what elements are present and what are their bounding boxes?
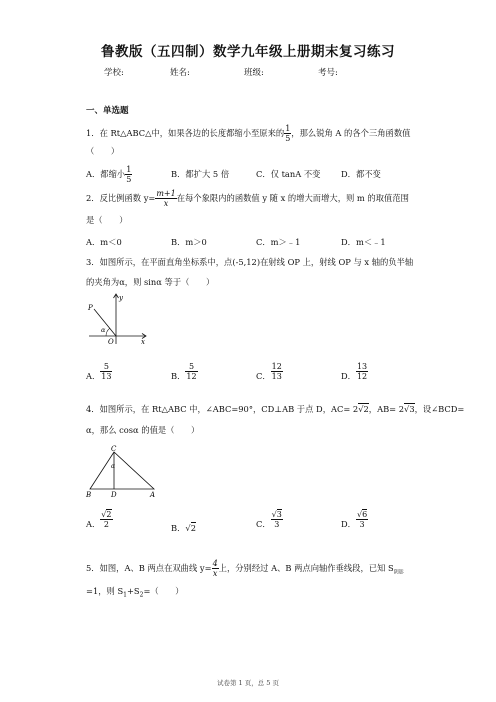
q5-fraction: $\frac{4}{x}$ xyxy=(212,559,218,578)
q2-stem-cont: 是（ ） xyxy=(86,215,128,225)
school-label: 学校: xyxy=(104,68,124,78)
label-y: y xyxy=(119,294,123,302)
q4-figure xyxy=(84,443,164,499)
q1-option-d: D．都不变 xyxy=(341,169,381,179)
label-alpha: α xyxy=(101,326,106,334)
label-p: P xyxy=(88,304,93,312)
class-label: 班级: xyxy=(244,68,264,78)
q5-stem-cont: =1，则 $S_1+S_2=$（ ） xyxy=(86,586,184,599)
q4-option-a: A． $\frac{√2}{2}$ xyxy=(86,510,112,529)
q2-option-a: A．m＜0 xyxy=(86,237,122,247)
q4-stem-cont: α，那么 cosα 的值是（ ） xyxy=(86,425,200,435)
q2-option-c: C．m＞﹣1 xyxy=(256,237,301,247)
triangle-abc xyxy=(90,452,154,489)
q4-option-d: D． $\frac{√6}{3}$ xyxy=(341,510,368,529)
q2-fraction: $\frac{m+1}{x}$ xyxy=(156,189,176,208)
q1-option-b: B．都扩大 5 倍 xyxy=(171,169,230,179)
q1-fraction: $\frac{1}{5}$ xyxy=(285,124,291,143)
q3-option-a: A． $\frac{5}{13}$ xyxy=(86,362,112,381)
label-a: A xyxy=(150,491,156,499)
name-label: 姓名: xyxy=(170,68,190,78)
exam-number-label: 考号: xyxy=(318,68,338,78)
label-c: C xyxy=(111,445,117,453)
q1-option-a: A．都缩小 $\frac{1}{5}$ xyxy=(86,165,132,184)
q3-option-c: C． $\frac{12}{13}$ xyxy=(256,362,282,381)
q3-stem: 3．如图所示，在平面直角坐标系中，点(-5,12)在射线 OP 上，射线 OP 与 x 轴的负半轴 xyxy=(86,257,414,267)
q3-figure xyxy=(86,292,156,348)
label-x: x xyxy=(141,338,145,346)
label-b: B xyxy=(86,491,92,499)
angle-arc xyxy=(106,328,110,336)
q3-stem-cont: 的夹角为α，则 sinα 等于（ ） xyxy=(86,277,215,287)
q4-option-b: B．√2 xyxy=(171,523,196,533)
q3-option-d: D． $\frac{13}{12}$ xyxy=(341,362,368,381)
label-d: D xyxy=(111,491,117,499)
q5-stem: 5．如图，A、B 两点在双曲线 y= $\frac{4}{x}$ 上，分别经过 A、B 两点向轴作垂线段，已知 $S_{阴影}$ xyxy=(86,559,404,578)
q2-option-b: B．m＞0 xyxy=(171,237,207,247)
q1-stem: 1．在 Rt△ABC△中，如果各边的长度都缩小至原来的 $\frac{1}{5}$ ，那么锐角 A 的各个三角函数值 xyxy=(86,124,411,143)
page-title: 鲁教版（五四制）数学九年级上册期末复习练习 xyxy=(101,44,395,60)
q4-stem: 4．如图所示，在 Rt△ABC 中，∠ABC=90°，CD⊥AB 于点 D，AC= 2√2，AB= 2√3，设∠BCD= xyxy=(86,404,465,414)
page-footer: 试卷第 1 页，总 5 页 xyxy=(216,679,280,687)
section-heading: 一、单选题 xyxy=(86,106,129,116)
q2-option-d: D．m＜﹣1 xyxy=(341,237,386,247)
label-o: O xyxy=(108,338,114,346)
q4-option-c: C． $\frac{√3}{3}$ xyxy=(256,510,282,529)
q2-stem: 2．反比例函数 y= $\frac{m+1}{x}$ 在每个象限内的函数值 y 随 x 的增大而增大，则 m 的取值范围 xyxy=(86,189,409,208)
q3-option-b: B． $\frac{5}{12}$ xyxy=(171,362,197,381)
q1-option-c: C．仅 tanA 不变 xyxy=(256,169,321,179)
label-alpha: α xyxy=(111,463,116,470)
q1-stem-cont: （ ） xyxy=(86,146,120,156)
